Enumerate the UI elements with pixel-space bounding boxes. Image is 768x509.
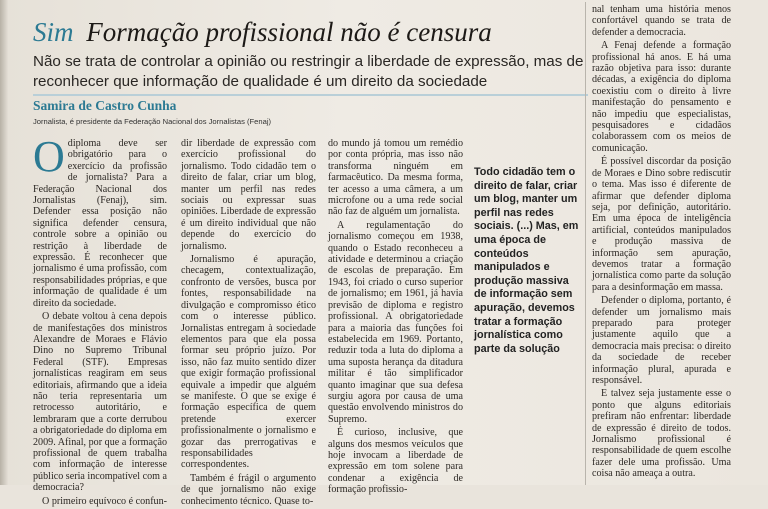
paragraph-text: diploma deve ser obrigatório para o exercício da profissão de jornalista? Para a Federação Nacional dos Jornalistas (Fenaj), sim. Defender essa posição não significa defender censura, controle sobre a opinião ou restrição à liberdade de expressão. É reconhecer que jornalismo é uma profissão, com responsabilidades próprias, e que informação de qualidade é um direito da sociedade. bbox=[33, 138, 167, 309]
paragraph: E talvez seja justamente esse o ponto que alguns editoriais prefiram não enfrentar: liberdade de expressão é direito de todos. Jornalismo profissional é responsabilidade de quem escolhe fazer dele uma profissão. Uma coisa não ameaça a outra. bbox=[592, 388, 731, 480]
headline-title: Formação profissional não é censura bbox=[86, 17, 492, 47]
paragraph: Jornalismo é apuração, checagem, contextualização, confronto de versões, busca por fontes, responsabilidade na divulgação e compromisso ético com o interesse público. Jornalistas entregam à sociedade elementos para que ela possa formar seu próprio juízo. Por isso, não faz muito sentido dizer que exigir formação profissional equivale a impedir que alguém se manifeste. O que se exige é formação específica de quem pretende exercer profissionalmente o jornalismo e gozar das prerrogativas e responsabilidades correspondentes. bbox=[181, 254, 316, 471]
author-bio: Jornalista, é presidente da Federação Nacional dos Jornalistas (Fenaj) bbox=[33, 117, 272, 126]
paragraph: O debate voltou à cena depois de manifestações dos ministros Alexandre de Moraes e Flávio Dino no Supremo Tribunal Federal (STF). Empresas jornalísticas reagiram em seus editoriais, afirmando que a ideia não teria representaria um retrocesso autoritário, e lembraram que a corte derrubou a obrigatoriedade do diploma em 2009. Afinal, por que a formação profissional de quem trabalha com informação de interesse público seria incompatível com a democracia? bbox=[33, 311, 167, 494]
paragraph bbox=[33, 132, 167, 309]
paragraph: dir liberdade de expressão com exercício profissional do jornalismo. Todo cidadão tem o direito de falar, criar um blog, manter um perfil nas redes sociais ou expressar suas opiniões. Liberdade de expressão é um direito individual que não depende do exercício do jornalismo. bbox=[181, 138, 316, 252]
paragraph: A regulamentação do jornalismo começou em 1938, quando o Estado reconheceu a atividade e determinou a criação de escolas de preparação. Em 1943, foi criado o curso superior de jornalismo; em 1961, já havia previsão de diploma e registro profissional. A obrigatoriedade para a maioria das funções foi estabelecida em 1969. Portanto, reduzir toda a luta do diploma a uma suposta herança da ditadura militar é tão simplificador quanto imaginar que sua defesa surgiu agora por causa de uma questão envolvendo ministros do Supremo. bbox=[328, 219, 463, 425]
paragraph: Também é frágil o argumento de que jornalismo não exige conhecimento técnico. Quase to- bbox=[181, 472, 316, 507]
article-column-2 bbox=[181, 138, 316, 509]
headline-kicker: Sim bbox=[33, 17, 74, 47]
standfirst: Não se trata de controlar a opinião ou restringir a liberdade de expressão, mas de reconhecer que informação de qualidade é um direito da sociedade bbox=[33, 53, 584, 90]
pull-quote: Todo cidadão tem o direito de falar, criar um blog, manter um perfil nas redes sociais. (...) Mas, em uma época de conteúdos manipulados e produção massiva de informação sem apuração, devemos tratar a formação jornalística como parte da solução bbox=[474, 166, 579, 355]
author-name: Samira de Castro Cunha bbox=[33, 98, 177, 113]
paragraph: A Fenaj defende a formação profissional há anos. E há uma razão objetiva para isso: durante décadas, a exigência do diploma coexistiu com o direito à livre manifestação do pensamento e não impediu que especialistas, pesquisadores e cidadãos colaborassem com os meios de comunicação. bbox=[592, 40, 731, 154]
paragraph: O primeiro equívoco é confun- bbox=[42, 495, 168, 507]
headline bbox=[33, 14, 492, 50]
paragraph: Defender o diploma, portanto, é defender um jornalismo mais preparado para proteger justamente aquilo que a democracia mais precisa: o direito da sociedade de receber informação plural, apurada e responsável. bbox=[592, 295, 731, 386]
divider-rule bbox=[33, 94, 588, 96]
paragraph: É curioso, inclusive, que alguns dos mesmos veículos que hoje invocam a liberdade de expressão em tom solene para condenar a exigência de formação profissio- bbox=[328, 427, 463, 496]
article-column-1 bbox=[33, 132, 168, 509]
page-fold-shadow bbox=[0, 0, 8, 485]
paragraph: nal tenham uma história menos confortável quando se trata de defender a democracia. bbox=[592, 4, 731, 38]
drop-cap: O bbox=[33, 132, 65, 181]
paragraph: do mundo já tomou um remédio por conta própria, mas isso não transforma ninguém em farmacêutico. Da mesma forma, ter acesso a uma câmera, a um microfone ou a uma rede social não faz de alguém um jornalista. bbox=[328, 138, 463, 218]
article-column-3 bbox=[328, 138, 463, 498]
column-divider bbox=[585, 2, 586, 485]
article-column-5 bbox=[592, 4, 731, 482]
paragraph: É possível discordar da posição de Moraes e Dino sobre rediscutir o tema. Mas isso é diferente de afirmar que defender diploma seja, por definição, autoritário. Em uma época de inteligência artificial, conteúdos manipulados e produção massiva de informação sem apuração, devemos tratar a formação jornalística como parte da solução para a desinformação em massa. bbox=[592, 156, 731, 293]
